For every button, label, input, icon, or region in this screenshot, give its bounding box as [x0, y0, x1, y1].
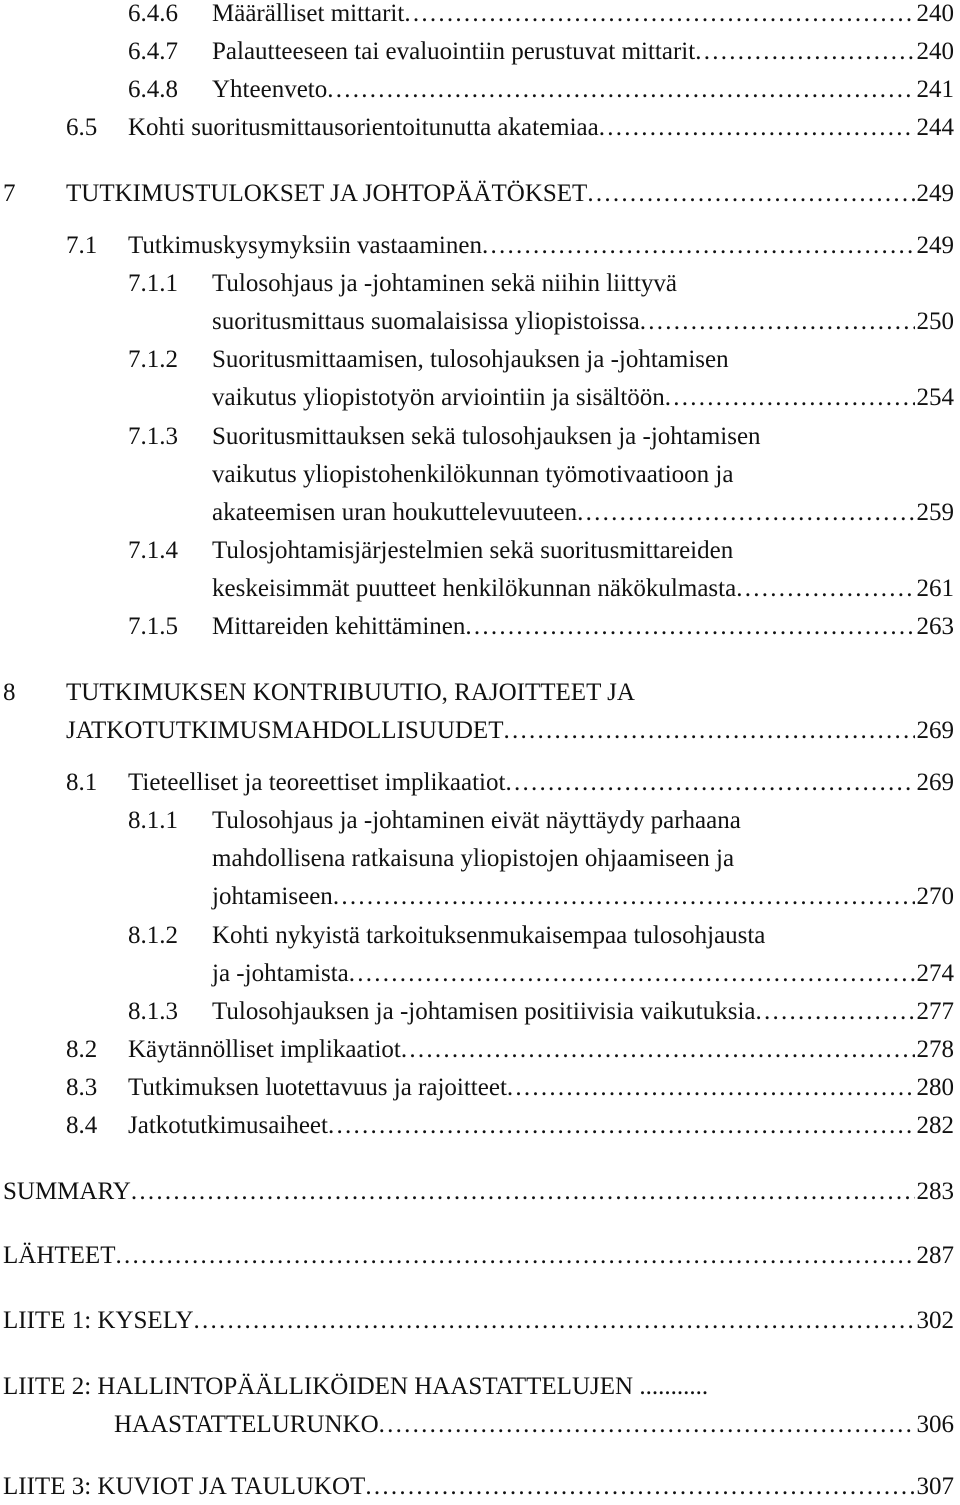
- toc-page-number: 280: [916, 1074, 954, 1101]
- dot-leader: [587, 176, 914, 212]
- dot-leader: [665, 380, 915, 416]
- toc-number: 7: [3, 180, 16, 207]
- toc-title: Määrälliset mittarit: [212, 0, 405, 27]
- toc-title: Jatkotutkimusaiheet: [128, 1112, 328, 1139]
- toc-title: suoritusmittaus suomalaisissa yliopistoissa: [212, 308, 640, 335]
- toc-page-number: 249: [916, 232, 954, 259]
- toc-number: 8.1.1: [128, 807, 178, 834]
- toc-entry[interactable]: [0, 1108, 960, 1144]
- dot-leader: [365, 1469, 914, 1505]
- toc-number: 6.4.6: [128, 0, 178, 27]
- toc-number: 6.4.8: [128, 76, 178, 103]
- toc-entry[interactable]: [0, 1238, 960, 1274]
- dot-leader: [695, 34, 914, 70]
- toc-page-number: 249: [916, 180, 954, 207]
- dot-leader: [349, 956, 915, 992]
- toc-page-number: 240: [916, 0, 954, 27]
- toc-entry[interactable]: [0, 765, 960, 801]
- toc-entry[interactable]: [0, 1369, 960, 1405]
- toc-title: Tutkimuskysymyksiin vastaaminen: [128, 232, 482, 259]
- toc-title-line: Kohti nykyistä tarkoituksenmukaisempaa tulosohjausta: [212, 922, 766, 949]
- toc-entry[interactable]: [0, 1070, 960, 1106]
- toc-number: 7.1.5: [128, 613, 178, 640]
- toc-page-number: 282: [916, 1112, 954, 1139]
- toc-entry[interactable]: [0, 533, 960, 569]
- dot-leader: [115, 1238, 914, 1274]
- toc-title: SUMMARY: [3, 1178, 131, 1205]
- dot-leader: [194, 1303, 915, 1339]
- toc-number: 8.1.2: [128, 922, 178, 949]
- dot-leader: [505, 765, 914, 801]
- toc-entry[interactable]: [0, 176, 960, 212]
- toc-title: TUTKIMUSTULOKSET JA JOHTOPÄÄTÖKSET: [66, 180, 588, 207]
- toc-title-line: vaikutus yliopistohenkilökunnan työmotivaatioon ja: [212, 461, 734, 488]
- toc-number: 8.1: [66, 769, 98, 796]
- toc-title-line: TUTKIMUKSEN KONTRIBUUTIO, RAJOITTEET JA: [66, 679, 635, 706]
- toc-title-line: Tulosjohtamisjärjestelmien sekä suoritusmittareiden: [212, 537, 734, 564]
- toc-page-number: 306: [916, 1411, 954, 1438]
- toc-entry-continuation[interactable]: [0, 304, 960, 340]
- dot-leader: [482, 228, 915, 264]
- toc-page-number: 274: [916, 960, 954, 987]
- toc-page-number: 259: [916, 499, 954, 526]
- toc-page-number: 287: [916, 1242, 954, 1269]
- toc-entry[interactable]: [0, 918, 960, 954]
- toc-title: Palautteeseen tai evaluointiin perustuvat mittarit: [212, 38, 696, 65]
- toc-number: 8.4: [66, 1112, 98, 1139]
- toc-page-number: 307: [916, 1473, 954, 1500]
- toc-page-number: 302: [916, 1307, 954, 1334]
- toc-entry-continuation[interactable]: [0, 841, 960, 877]
- dot-leader: [599, 110, 915, 146]
- toc-title-line: Suoritusmittaamisen, tulosohjauksen ja -johtamisen: [212, 346, 729, 373]
- toc-title: Käytännölliset implikaatiot: [128, 1036, 401, 1063]
- toc-entry[interactable]: [0, 0, 960, 32]
- toc-entry[interactable]: [0, 419, 960, 455]
- toc-title: Tutkimuksen luotettavuus ja rajoitteet: [128, 1074, 507, 1101]
- toc-title: LIITE 3: KUVIOT JA TAULUKOT: [3, 1473, 366, 1500]
- toc-page-number: 277: [916, 998, 954, 1025]
- dot-leader: [404, 0, 914, 32]
- toc-title-line: Suoritusmittauksen sekä tulosohjauksen ja -johtamisen: [212, 423, 761, 450]
- toc-title-line: Tulosohjaus ja -johtaminen eivät näyttäydy parhaana: [212, 807, 741, 834]
- toc-number: 8.2: [66, 1036, 98, 1063]
- toc-title-line: mahdollisena ratkaisuna yliopistojen ohjaamiseen ja: [212, 845, 735, 872]
- toc-entry[interactable]: [0, 34, 960, 70]
- toc-entry-continuation[interactable]: [0, 1407, 960, 1443]
- dot-leader: [503, 713, 914, 749]
- toc-entry-continuation[interactable]: [0, 571, 960, 607]
- toc-page-number: 254: [916, 384, 954, 411]
- toc-entry[interactable]: [0, 342, 960, 378]
- dot-leader: [756, 994, 915, 1030]
- toc-entry[interactable]: [0, 266, 960, 302]
- toc-title-line: Tulosohjaus ja -johtaminen sekä niihin liittyvä: [212, 270, 678, 297]
- dot-leader: [379, 1407, 915, 1443]
- toc-entry[interactable]: [0, 675, 960, 711]
- toc-entry[interactable]: [0, 1174, 960, 1210]
- toc-title: keskeisimmät puutteet henkilökunnan näkökulmasta: [212, 575, 737, 602]
- toc-page-number: 261: [916, 575, 954, 602]
- toc-entry[interactable]: [0, 72, 960, 108]
- toc-number: 6.4.7: [128, 38, 178, 65]
- toc-entry[interactable]: [0, 803, 960, 839]
- toc-title: Mittareiden kehittäminen: [212, 613, 466, 640]
- toc-title: LIITE 1: KYSELY: [3, 1307, 194, 1334]
- dot-leader: [401, 1032, 915, 1068]
- toc-title: Kohti suoritusmittausorientoitunutta akatemiaa: [128, 114, 599, 141]
- toc-number: 7.1.1: [128, 270, 178, 297]
- toc-entry[interactable]: [0, 1303, 960, 1339]
- dot-leader: [327, 72, 914, 108]
- toc-entry-continuation[interactable]: [0, 495, 960, 531]
- dot-leader: [507, 1070, 915, 1106]
- dot-leader: [328, 1108, 915, 1144]
- toc-page-number: 263: [916, 613, 954, 640]
- toc-number: 6.5: [66, 114, 98, 141]
- toc-entry-continuation[interactable]: [0, 457, 960, 493]
- toc-page-number: 269: [916, 717, 954, 744]
- toc-number: 7.1.4: [128, 537, 178, 564]
- toc-number: 8.1.3: [128, 998, 178, 1025]
- toc-entry-continuation[interactable]: [0, 713, 960, 749]
- toc-entry-continuation[interactable]: [0, 879, 960, 915]
- toc-page-number: 241: [916, 76, 954, 103]
- toc-title: Tieteelliset ja teoreettiset implikaatiot: [128, 769, 506, 796]
- toc-title: LÄHTEET: [3, 1242, 116, 1269]
- toc-title: HAASTATTELURUNKO: [114, 1411, 379, 1438]
- toc-title: akateemisen uran houkuttelevuuteen: [212, 499, 578, 526]
- toc-entry[interactable]: [0, 110, 960, 146]
- toc-title: Tulosohjauksen ja -johtamisen positiivisia vaikutuksia: [212, 998, 756, 1025]
- toc-title: vaikutus yliopistotyön arviointiin ja sisältöön: [212, 384, 665, 411]
- toc-entry[interactable]: [0, 228, 960, 264]
- toc-number: 7.1.3: [128, 423, 178, 450]
- dot-leader: [465, 609, 914, 645]
- toc-number: 8: [3, 679, 16, 706]
- toc-title: JATKOTUTKIMUSMAHDOLLISUUDET: [66, 717, 504, 744]
- toc-entry-continuation[interactable]: [0, 380, 960, 416]
- toc-entry-continuation[interactable]: [0, 956, 960, 992]
- toc-title: ja -johtamista: [212, 960, 349, 987]
- toc-number: 8.3: [66, 1074, 98, 1101]
- dot-leader: [131, 1174, 915, 1210]
- toc-title: johtamiseen: [212, 883, 333, 910]
- toc-page-number: 283: [916, 1178, 954, 1205]
- toc-entry[interactable]: [0, 994, 960, 1030]
- toc-number: 7.1.2: [128, 346, 178, 373]
- toc-page-number: 244: [916, 114, 954, 141]
- toc-number: 7.1: [66, 232, 98, 259]
- toc-page-number: 278: [916, 1036, 954, 1063]
- toc-page-number: 269: [916, 769, 954, 796]
- toc-title: Yhteenveto: [212, 76, 328, 103]
- toc-entry[interactable]: [0, 609, 960, 645]
- dot-leader: [577, 495, 914, 531]
- toc-page-number: 240: [916, 38, 954, 65]
- toc-page-number: 270: [916, 883, 954, 910]
- toc-entry[interactable]: [0, 1032, 960, 1068]
- toc-page-number: 250: [916, 308, 954, 335]
- toc-entry[interactable]: [0, 1469, 960, 1505]
- toc-title-line: LIITE 2: HALLINTOPÄÄLLIKÖIDEN HAASTATTELUJEN ...........: [3, 1373, 709, 1400]
- dot-leader: [640, 304, 915, 340]
- dot-leader: [333, 879, 915, 915]
- dot-leader: [736, 571, 914, 607]
